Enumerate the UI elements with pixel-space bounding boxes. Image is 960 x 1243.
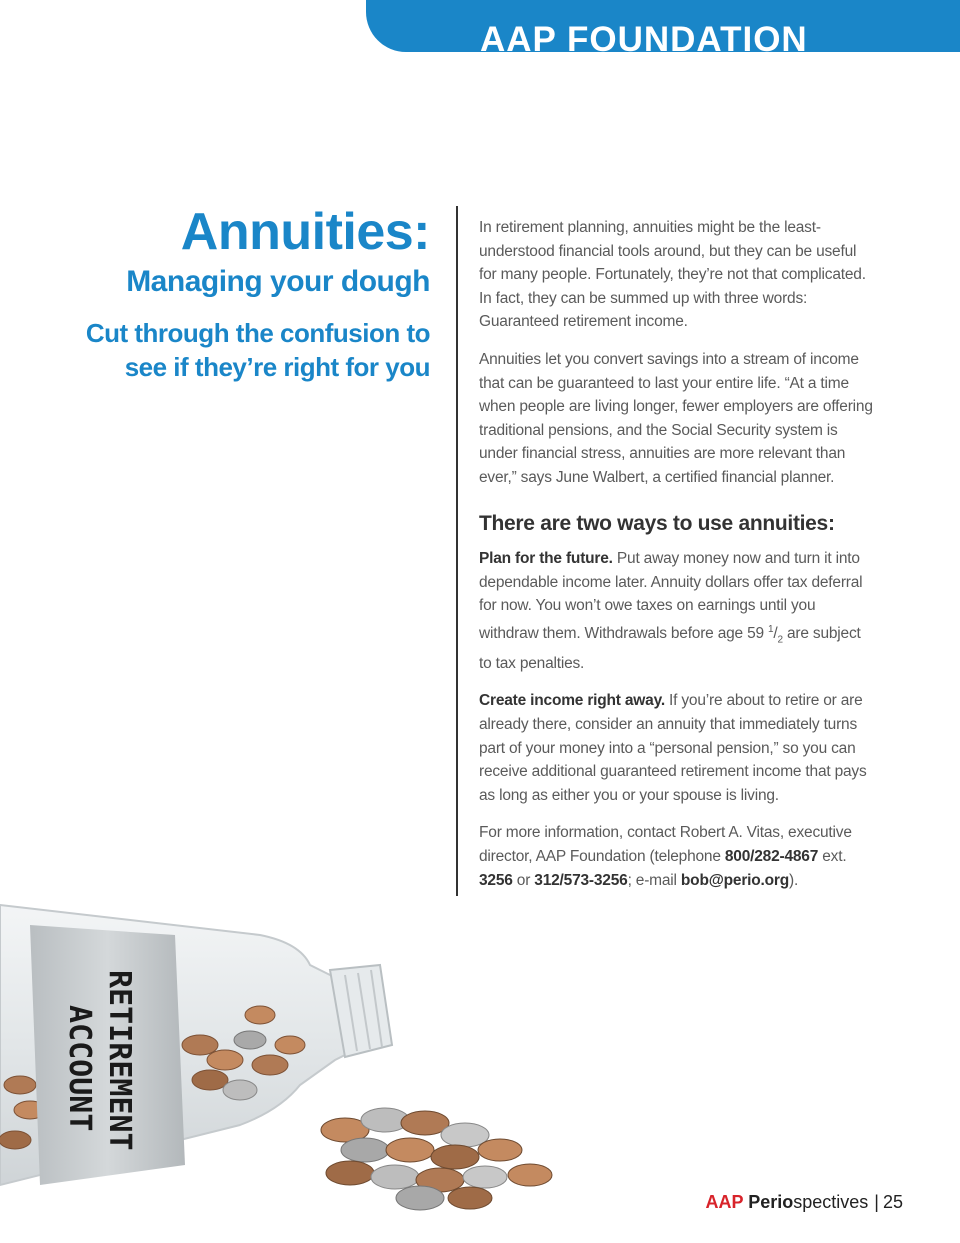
- contact-phone-2: 312/573-3256: [534, 871, 628, 889]
- coin-jar-photo: [0, 895, 600, 1215]
- income-text: If you’re about to retire or are already there, consider an annuity that immediately turns part of your money into a “personal pension,” so you can receive additional guaranteed retirement income that pays as long as either you or your spouse is living.: [479, 692, 867, 804]
- footer-brand-spectives: spectives: [793, 1192, 869, 1212]
- contact-text-a: For more information, contact Robert A. Vitas, executive director, AAP Foundation (telephone: [479, 824, 852, 865]
- column-divider: [456, 206, 458, 896]
- article-title: Annuities:: [180, 203, 430, 261]
- body-paragraph-2: Annuities let you convert savings into a stream of income that can be guaranteed to last your entire life. “At a time when people are living longer, fewer employers are offering traditional pensions, and the Social Security system is under financial stress, annuities are more relevant than ever,” says June Walbert, a certified financial planner.: [479, 350, 873, 486]
- section-header-title: AAP FOUNDATION: [480, 20, 808, 52]
- contact-phone-1: 800/282-4867: [724, 847, 819, 865]
- page-number: 25: [882, 1192, 903, 1212]
- label-line-2: ACCOUNT: [62, 1005, 97, 1132]
- contact-text-d: ; e-mail: [627, 871, 681, 889]
- tagline-line-1: Cut through the confusion to: [85, 318, 430, 348]
- income-paragraph: [479, 689, 874, 807]
- footer-brand-perio: Perio: [748, 1192, 794, 1212]
- fraction-denominator: 2: [777, 634, 783, 646]
- section-header-tab: [366, 0, 960, 52]
- footer-separator: |: [874, 1192, 879, 1212]
- footer-brand-aap: AAP: [705, 1192, 749, 1212]
- plan-text-a: Put away money now and turn it into dependable income later. Annuity dollars offer tax deferral for now. You won’t owe taxes on earnings until you withdraw them. Withdrawals before age 59: [479, 550, 863, 643]
- contact-extension: 3256: [479, 871, 513, 889]
- tagline-line-2: see if they’re right for you: [124, 352, 430, 382]
- plan-text-b: are subject to tax penalties.: [479, 625, 861, 672]
- contact-email: bob@perio.org: [680, 871, 789, 889]
- body-paragraph-1: In retirement planning, annuities might be the least-understood financial tools around, but they can be useful for many people. Fortunately, they’re not that complicated. In fact, they can be summed up with three words: Guaranteed retirement income.: [479, 219, 866, 331]
- fraction-numerator: 1: [768, 623, 774, 635]
- page-footer: [706, 1192, 903, 1213]
- contact-text-c: or: [512, 871, 535, 889]
- plan-paragraph: Plan for the future. Put away money now and turn it into dependable income later. Annuity dollars offer tax deferral for now. You won’t owe taxes on earnings until you withdraw them. Withdrawals before age 59 $^1/_2$ are subject to tax penalties.: [479, 550, 863, 672]
- contact-text-b: ext.: [818, 847, 847, 865]
- contact-paragraph: [479, 821, 874, 892]
- title-block: [30, 200, 430, 384]
- spilled-coins: [321, 1108, 552, 1210]
- label-line-1: RETIREMENT: [102, 970, 137, 1151]
- contact-text-e: ).: [789, 871, 799, 889]
- article-body: [479, 216, 874, 906]
- article-tagline: [30, 316, 430, 384]
- plan-lead: Plan for the future.: [479, 550, 613, 568]
- article-subtitle: Managing your dough: [126, 265, 430, 298]
- income-lead: Create income right away.: [479, 692, 665, 710]
- section-heading: There are two ways to use annuities:: [479, 511, 835, 535]
